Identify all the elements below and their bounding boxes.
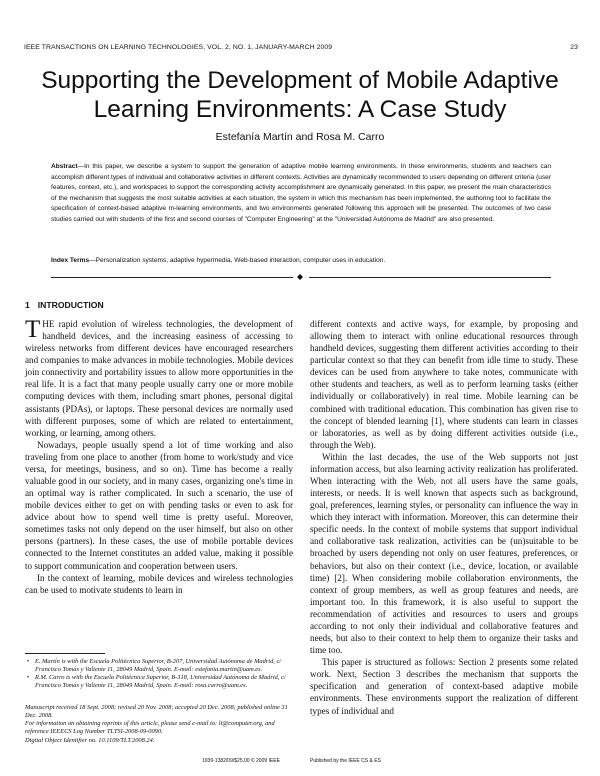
bullet-icon: • xyxy=(27,658,30,665)
footnote-carro: • R.M. Carro is with the Escuela Politécnica Superior, B-318, Universidad Autónoma de Madrid, c/ Francisco Tomás y Valiente 11, 28049 Madrid, Spain. E-mail: rosa.carro@uam.es. xyxy=(27,674,286,690)
drop-cap: T xyxy=(25,316,41,343)
paper-title xyxy=(0,66,600,124)
journal-name: IEEE TRANSACTIONS ON LEARNING TECHNOLOGIES, VOL. 2, NO. 1, JANUARY-MARCH 2009 xyxy=(24,44,333,51)
section-number: 1 xyxy=(25,300,30,310)
footnote-rule xyxy=(25,653,105,654)
abstract-text: —In this paper, we describe a system to support the generation of adaptive mobile learning environments. In these environments, students and teachers can accomplish different types of individual and collaborative activities in different contexts. Activities are dynamically recommended to users depending on different criteria (user features, context, etc.), and workspaces to support the corresponding activity accomplishment are dynamically generated. In this paper, we present the main characteristics of the mechanism that suggests the most suitable activities at each situation, the system in which this mechanism has been implemented, the authoring tool to facilitate the specification of context-based adaptive m-learning environments, and two environments generated following this approach will be presented. The outcomes of two case studies carried out with students of the first and second courses of "Computer Engineering" at the "Universidad Autónoma de Madrid" are also presented. xyxy=(51,163,551,223)
abstract xyxy=(51,162,551,225)
right-column xyxy=(310,318,578,717)
body-paragraph-2: Within the last decades, the use of the Web supports not just information access, but also learning activity realization has proliferated. When interacting with the Web, not all users have the same goals, interests, or needs. It is well known that aspects such as background, goal, preferences, learning styles, or personality can influence the way in which they interact with information. Moreover, this can determine their specific needs. In the context of mobile systems that support individual and collaborative task realization, activities can be (un)suitable to be broached by users depending not only on user features, preferences, or behaviors, but also on their context (i.e., device, location, or available time) [2]. When considering mobile collaboration environments, the context of group members, as well as group features and needs, are important too. In this framework, it is also useful to support the recommendation of activities and resources to users and groups according to not only their individual and collaborative features and needs, but also to their context to help them to organize their tasks and time too. xyxy=(310,451,578,656)
title-line-1: Supporting the Development of Mobile Adaptive xyxy=(41,67,559,94)
page-number: 23 xyxy=(570,44,578,51)
publisher: Published by the IEEE CS & ES xyxy=(310,758,381,764)
author-footnotes xyxy=(25,658,293,690)
section-heading xyxy=(25,300,104,310)
index-terms-text: —Personalization systems, adaptive hypermedia, Web-based interaction, computer uses in education. xyxy=(89,257,386,264)
running-header xyxy=(24,44,578,56)
section-title: INTRODUCTION xyxy=(37,300,104,310)
divider-line-left xyxy=(51,277,293,278)
left-column xyxy=(25,318,293,596)
intro-paragraph-2: Nowadays, people usually spend a lot of time working and also traveling from one place to another (from home to work/study and vice versa, for meetings, business, and so on). Time has become a really valuable good in our society, and in many cases, organizing one's time in an optimal way is rather complicated. In such a scenario, the use of mobile devices either to get on with pending tasks or even to ask for advice about how to spend well time is pretty useful. Moreover, sometimes tasks not only depend on the user himself, but also on other persons (partners). In these cases, the use of mobile portable devices connected to the Internet constitutes an added value, making it possible to support communication and cooperation between users. xyxy=(25,439,293,571)
title-line-2: Learning Environments: A Case Study xyxy=(93,96,507,123)
index-terms-label: Index Terms xyxy=(51,257,90,264)
body-paragraph-3: This paper is structured as follows: Section 2 presents some related work. Next, Section 3 describes the mechanism that supports the specification and generation of context-based adaptive mobile environments. These environments support the realization of different types of individual and xyxy=(310,657,578,716)
section-divider xyxy=(51,274,551,282)
bullet-icon: • xyxy=(27,674,30,682)
authors: Estefanía Martín and Rosa M. Carro xyxy=(215,131,385,143)
index-terms xyxy=(51,256,551,266)
abstract-label: Abstract xyxy=(51,163,78,170)
footnote-martin: • E. Martín is with the Escuela Politécnica Superior, B-207, Universidad Autónoma de Madrid, c/ Francisco Tomás y Valiente 11, 28049 Madrid, Spain. E-mail: estefania.martin@uam.es. xyxy=(27,658,282,674)
manuscript-dates: Manuscript received 18 Sept. 2008; revised 20 Nov. 2008; accepted 20 Dec. 2008; published online 31 Dec. 2008. xyxy=(25,704,288,720)
issn-copyright: 1939-1382/09/$25.00 © 2009 IEEE xyxy=(202,758,280,764)
diamond-icon xyxy=(297,274,303,280)
body-paragraph-1: different contexts and active ways, for example, by proposing and allowing them to interact with online educational resources through handheld devices, suggesting them different activities according to their particular context so that they can benefit from idle time to study. These devices can be used from anywhere to take notes, communicate with other students and teachers, as well as to perform learning tasks (either individually or collaboratively) in real time. Mobile learning can be combined with traditional education. This combination has given rise to the concept of blended learning [1], where students can learn in classes or laboratories, as well as by doing different activities outside (i.e., through the Web). xyxy=(310,319,578,450)
intro-paragraph-3: In the context of learning, mobile devices and wireless technologies can be used to motivate students to learn in xyxy=(25,572,293,595)
doi: Digital Object Identifier no. 10.1109/TLT.2008.24. xyxy=(25,736,155,744)
intro-paragraph-1: THE rapid evolution of wireless technologies, the development of handheld devices, and the increasing easiness of accessing to wireless networks from different devices have encouraged researchers and companies to make advances in mobile technologies. Mobile devices join connectivity and portability issues to allow more opportunities in the real life. It is a fact that many people usually carry one or more mobile computing devices with them, including smart phones, personal digital assistants (PDAs), or laptops. These personal devices are normally used with different purposes, some of which are related to entertainment, working, or learning, among others. xyxy=(25,316,293,438)
divider-line-right xyxy=(309,277,551,278)
publication-notes xyxy=(25,704,295,745)
reprint-info: For information on obtaining reprints of this article, please send e-mail to: lt@computer.org, and reference IEEECS Log Number TLTSI-2008-09-0090. xyxy=(25,720,275,736)
